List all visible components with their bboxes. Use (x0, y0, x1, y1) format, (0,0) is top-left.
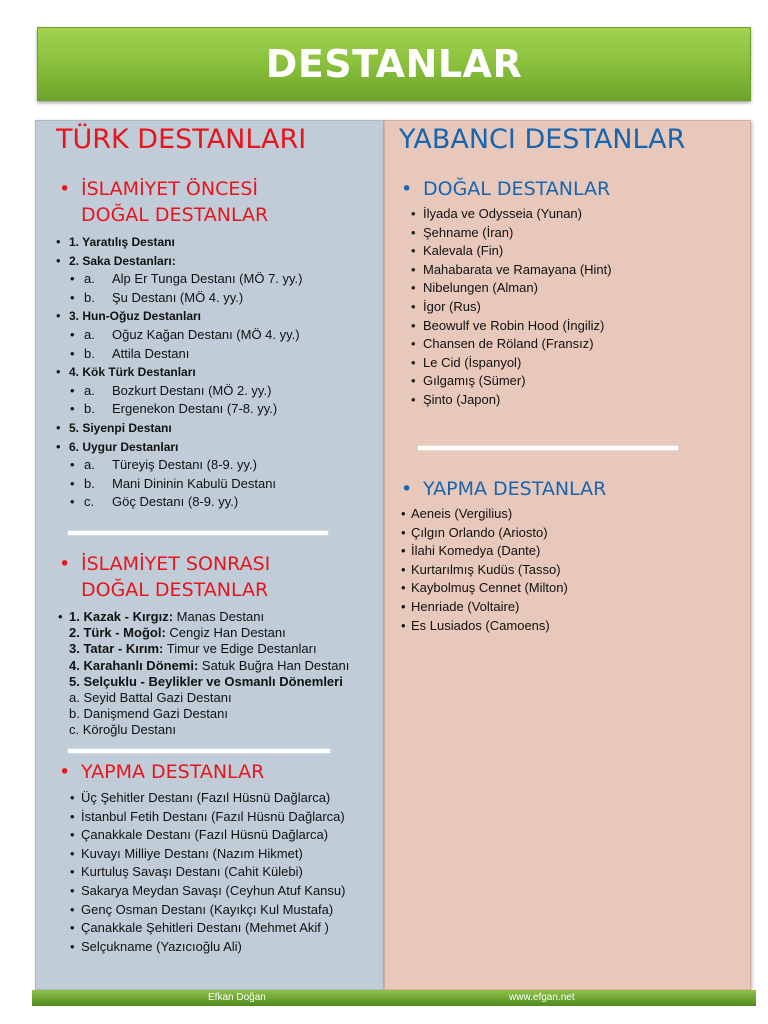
list-item (56, 419, 376, 438)
list-item (56, 270, 376, 289)
list-item (56, 400, 376, 419)
item-text: Genç Osman Destanı (Kayıkçı Kul Mustafa) (81, 901, 334, 917)
item-text: 2. Saka Destanları: (69, 253, 176, 268)
list-item (401, 579, 731, 598)
list-item (58, 641, 378, 657)
bullet-icon: • (70, 882, 75, 898)
list-item (56, 326, 376, 345)
bullet-icon: • (401, 543, 406, 559)
bullet-icon: • (70, 920, 75, 936)
item-letter: b. (84, 401, 95, 417)
bullet-icon: • (401, 506, 406, 521)
list-item (58, 674, 378, 690)
item-text: Kurtarılmış Kudüs (Tasso) (411, 561, 561, 577)
bullet-icon: • (70, 401, 75, 417)
footer-bar (32, 990, 756, 1006)
turk-destanlari-heading: TÜRK DESTANLARI (56, 124, 307, 155)
item-text: Ergenekon Destanı (7-8. yy.) (112, 401, 278, 417)
bullet-icon: • (56, 308, 61, 324)
list-item (70, 826, 380, 845)
yabanci-dogal-heading: • DOĞAL DESTANLAR (401, 178, 611, 200)
item-text: Kuvayı Milliye Destanı (Nazım Hikmet) (81, 845, 303, 861)
list-item (56, 456, 376, 475)
list-item (70, 808, 380, 827)
yabanci-destanlar-heading: YABANCI DESTANLAR (399, 124, 686, 155)
list-item (70, 919, 380, 938)
islamiyet-sonrasi-list (58, 609, 378, 739)
item-text: Satuk Buğra Han Destanı (198, 657, 350, 673)
bullet-icon: • (401, 524, 406, 540)
item-text: Kurtuluş Savaşı Destanı (Cahit Külebi) (81, 864, 303, 880)
bullet-icon: • (70, 289, 75, 305)
footer-author: Efkan Doğan (208, 992, 266, 1003)
list-item (56, 233, 376, 252)
islamiyet-oncesi-heading: • İSLAMİYET ÖNCESİ DOĞAL DESTANLAR (59, 178, 269, 226)
page-title: DESTANLAR (265, 42, 523, 86)
bullet-icon: • (70, 827, 75, 843)
list-item (411, 279, 731, 298)
item-text: Kalevala (Fin) (423, 243, 504, 259)
list-item (401, 617, 731, 636)
bullet-icon: • (70, 494, 75, 510)
list-item (401, 524, 731, 543)
footer-site: www.efgan.net (509, 992, 575, 1003)
title-banner (37, 27, 751, 101)
bullet-icon: • (401, 178, 413, 200)
item-text: İgor (Rus) (423, 298, 481, 314)
item-text: Selçukname (Yazıcıoğlu Ali) (81, 938, 242, 954)
item-text: İlahi Komedya (Dante) (411, 543, 541, 559)
item-text: Manas Destanı (173, 609, 265, 624)
item-text: Şehname (İran) (423, 224, 514, 240)
item-label: 4. Karahanlı Dönemi: (69, 657, 199, 673)
list-item (58, 690, 378, 706)
item-text: 6. Uygur Destanları (69, 439, 179, 454)
bullet-icon: • (56, 252, 61, 268)
list-item (411, 205, 731, 224)
bullet-icon: • (401, 561, 406, 577)
list-item (70, 938, 380, 957)
bullet-icon: • (59, 761, 71, 783)
list-item (411, 317, 731, 336)
bullet-icon: • (411, 224, 416, 240)
list-item (58, 658, 378, 674)
list-item (56, 382, 376, 401)
item-text: Alp Er Tunga Destanı (MÖ 7. yy.) (112, 271, 303, 287)
item-text: Mani Dininin Kabulü Destanı (112, 475, 277, 491)
item-text: Nibelungen (Alman) (423, 280, 538, 296)
divider (418, 446, 678, 450)
item-text: Cengiz Han Destanı (165, 625, 286, 641)
item-letter: a. (84, 271, 95, 287)
list-item (56, 252, 376, 271)
yabanci-yapma-heading: • YAPMA DESTANLAR (401, 478, 607, 500)
list-item (56, 493, 376, 512)
list-item (56, 475, 376, 494)
item-text: a. Seyid Battal Gazi Destanı (69, 689, 232, 705)
bullet-icon: • (411, 391, 416, 407)
item-text: Chansen de Röland (Fransız) (423, 336, 594, 352)
list-item (56, 289, 376, 308)
item-label: 2. Türk - Moğol: (69, 625, 166, 641)
item-text: Aeneis (Vergilius) (411, 506, 513, 521)
list-item (411, 391, 731, 410)
bullet-icon: • (411, 206, 416, 221)
list-item (411, 335, 731, 354)
item-text: Çılgın Orlando (Ariosto) (411, 524, 548, 540)
bullet-icon: • (401, 478, 413, 500)
bullet-icon: • (411, 243, 416, 259)
item-text: Şinto (Japon) (423, 391, 501, 407)
item-text: Türeyiş Destanı (8-9. yy.) (112, 457, 257, 473)
bullet-icon: • (56, 419, 61, 435)
item-text: c. Köroğlu Destanı (69, 722, 176, 738)
bullet-icon: • (401, 580, 406, 596)
item-letter: c. (84, 494, 95, 510)
yabanci-dogal-list (411, 205, 731, 410)
bullet-icon: • (411, 298, 416, 314)
item-label: 3. Tatar - Kırım: (69, 641, 164, 657)
list-item (401, 598, 731, 617)
islamiyet-oncesi-list (56, 233, 376, 512)
item-text: Sakarya Meydan Savaşı (Ceyhun Atuf Kansu) (81, 882, 346, 898)
list-item (58, 625, 378, 641)
item-text: b. Danişmend Gazi Destanı (69, 706, 228, 722)
list-item (401, 542, 731, 561)
divider (68, 749, 330, 753)
bullet-icon: • (56, 234, 61, 249)
bullet-icon: • (56, 438, 61, 454)
bullet-icon: • (401, 617, 406, 633)
bullet-icon: • (70, 938, 75, 954)
list-item (70, 882, 380, 901)
item-text: İlyada ve Odysseia (Yunan) (423, 206, 582, 221)
list-item (411, 298, 731, 317)
list-item (70, 845, 380, 864)
item-text: Çanakkale Şehitleri Destanı (Mehmet Akif ) (81, 920, 329, 936)
item-text: Üç Şehitler Destanı (Fazıl Hüsnü Dağlarca) (81, 790, 331, 805)
item-text: Es Lusiados (Camoens) (411, 617, 550, 633)
bullet-icon: • (411, 354, 416, 370)
bullet-icon: • (59, 553, 71, 575)
item-text: Timur ve Edige Destanları (163, 641, 317, 657)
bullet-icon: • (70, 345, 75, 361)
item-text: Çanakkale Destanı (Fazıl Hüsnü Dağlarca) (81, 827, 329, 843)
item-text: Kaybolmuş Cennet (Milton) (411, 580, 568, 596)
bullet-icon: • (70, 271, 75, 287)
list-item (58, 706, 378, 722)
list-item (56, 363, 376, 382)
list-item (411, 354, 731, 373)
bullet-icon: • (70, 901, 75, 917)
bullet-icon: • (58, 609, 63, 624)
bullet-icon: • (411, 280, 416, 296)
item-letter: b. (84, 289, 95, 305)
bullet-icon: • (70, 475, 75, 491)
item-text: Henriade (Voltaire) (411, 598, 520, 614)
bullet-icon: • (70, 790, 75, 805)
bullet-icon: • (401, 598, 406, 614)
list-item (401, 561, 731, 580)
item-letter: b. (84, 345, 95, 361)
item-text: Gılgamış (Sümer) (423, 373, 526, 389)
item-text: Bozkurt Destanı (MÖ 2. yy.) (112, 382, 272, 398)
list-item (411, 242, 731, 261)
list-item (70, 863, 380, 882)
list-item (411, 224, 731, 243)
item-letter: a. (84, 382, 95, 398)
item-letter: a. (84, 457, 95, 473)
item-text: Attila Destanı (112, 345, 190, 361)
bullet-icon: • (56, 364, 61, 380)
item-text: Şu Destanı (MÖ 4. yy.) (112, 289, 244, 305)
bullet-icon: • (70, 808, 75, 824)
list-item (56, 438, 376, 457)
yapma-destanlar-turk-heading: • YAPMA DESTANLAR (59, 761, 265, 783)
item-text: 5. Siyenpi Destanı (69, 420, 172, 435)
bullet-icon: • (70, 382, 75, 398)
item-text: 3. Hun-Oğuz Destanları (69, 309, 202, 324)
list-item (401, 505, 731, 524)
turk-yapma-list (70, 789, 380, 956)
bullet-icon: • (70, 326, 75, 342)
list-item (411, 261, 731, 280)
item-text: 1. Yaratılış Destanı (69, 235, 175, 249)
list-item (411, 372, 731, 391)
list-item (56, 345, 376, 364)
list-item (58, 609, 378, 625)
item-text: 4. Kök Türk Destanları (69, 365, 196, 380)
item-letter: a. (84, 326, 95, 342)
item-text: Beowulf ve Robin Hood (İngiliz) (423, 317, 605, 333)
islamiyet-sonrasi-heading: • İSLAMİYET SONRASI DOĞAL DESTANLAR (59, 553, 271, 601)
bullet-icon: • (411, 336, 416, 352)
bullet-icon: • (411, 261, 416, 277)
item-text: Mahabarata ve Ramayana (Hint) (423, 261, 612, 277)
item-label: 5. Selçuklu - Beylikler ve Osmanlı Dönemleri (69, 673, 343, 689)
yabanci-yapma-list (401, 505, 731, 635)
item-letter: b. (84, 475, 95, 491)
item-text: Le Cid (İspanyol) (423, 354, 522, 370)
bullet-icon: • (59, 178, 71, 200)
bullet-icon: • (70, 864, 75, 880)
item-text: İstanbul Fetih Destanı (Fazıl Hüsnü Dağlarca) (81, 808, 345, 824)
bullet-icon: • (411, 317, 416, 333)
list-item (58, 722, 378, 738)
bullet-icon: • (411, 373, 416, 389)
list-item (70, 901, 380, 920)
item-label: 1. Kazak - Kırgız: (69, 609, 174, 624)
item-text: Göç Destanı (8-9. yy.) (112, 494, 239, 510)
divider (68, 531, 328, 535)
list-item (56, 307, 376, 326)
list-item (70, 789, 380, 808)
item-text: Oğuz Kağan Destanı (MÖ 4. yy.) (112, 326, 300, 342)
bullet-icon: • (70, 457, 75, 473)
bullet-icon: • (70, 845, 75, 861)
